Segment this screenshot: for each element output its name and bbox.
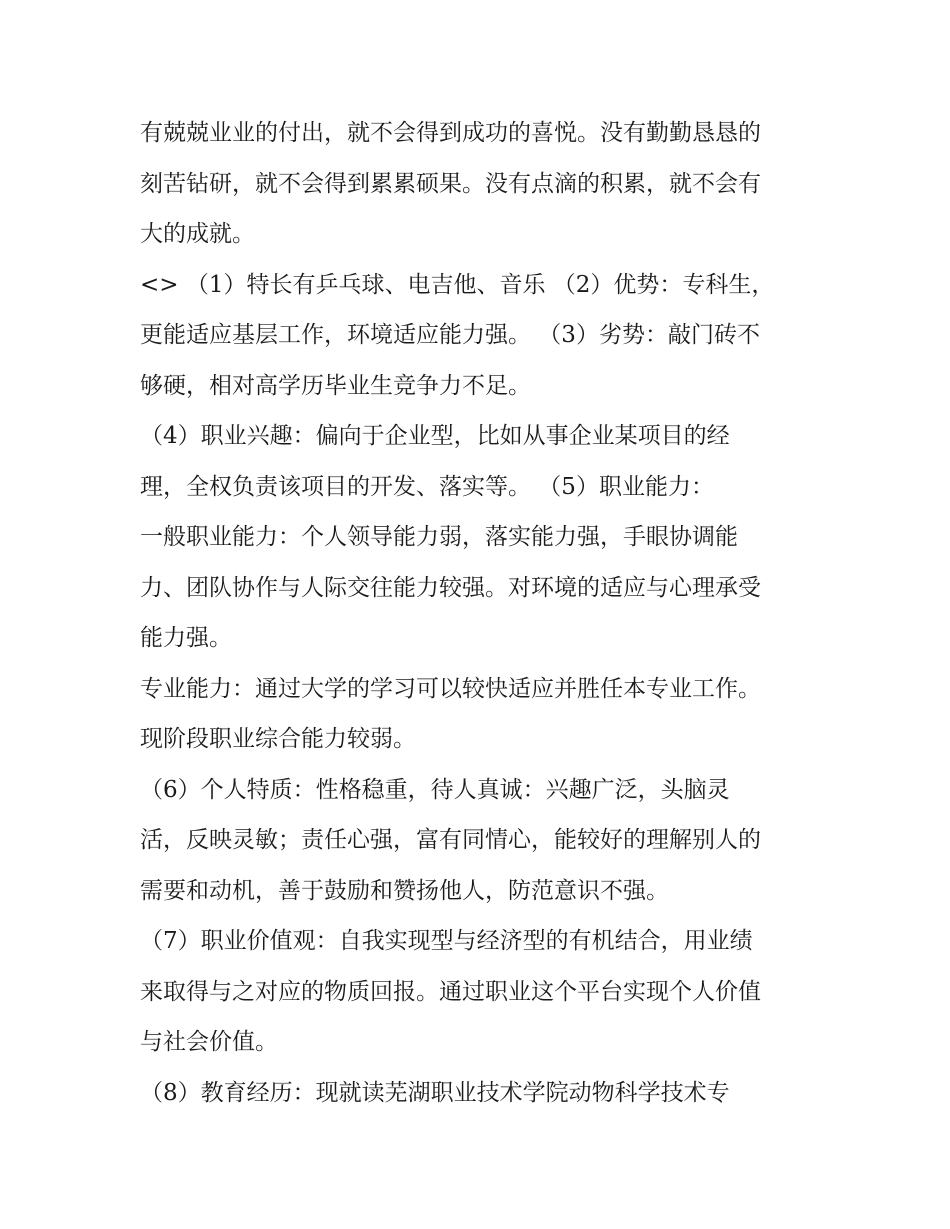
text-line: （8）教育经历：现就读芜湖职业技术学院动物科学技术专: [140, 1079, 730, 1106]
text-line: 需要和动机，善于鼓励和赞扬他人，防范意识不强。: [140, 877, 669, 904]
text-line: 力、团队协作与人际交往能力较强。对环境的适应与心理承受: [140, 574, 761, 601]
text-line: （7）职业价值观：自我实现型与经济型的有机结合，用业绩: [140, 928, 753, 954]
text-line: 活，反映灵敏；责任心强，富有同情心，能较好的理解别人的: [140, 827, 761, 853]
text-line: 够硬，相对高学历毕业生竞争力不足。: [140, 372, 531, 399]
text-line: 理，全权负责该项目的开发、落实等。 （5）职业能力：: [140, 473, 714, 500]
text-line: 现阶段职业综合能力较弱。: [140, 726, 416, 752]
text-line: 与社会价值。: [140, 1029, 278, 1055]
text-line: 刻苦钻研，就不会得到累累硕果。没有点滴的积累，就不会有: [140, 170, 761, 197]
text-line: <> （1）特长有乒乓球、电吉他、音乐 （2）优势：专科生，: [140, 271, 775, 298]
text-line: 能力强。: [140, 625, 232, 651]
body-text: [140, 108, 820, 1118]
text-line: 更能适应基层工作，环境适应能力强。 （3）劣势：敲门砖不: [140, 322, 760, 348]
text-line: （6）个人特质：性格稳重，待人真诚：兴趣广泛，头脑灵: [140, 776, 730, 803]
text-line: 有兢兢业业的付出，就不会得到成功的喜悦。没有勤勤恳恳的: [140, 120, 761, 146]
text-line: 专业能力：通过大学的学习可以较快适应并胜任本专业工作。: [140, 675, 761, 702]
text-line: 来取得与之对应的物质回报。通过职业这个平台实现个人价值: [140, 978, 761, 1005]
text-line: 一般职业能力：个人领导能力弱，落实能力强，手眼协调能: [140, 524, 738, 550]
text-line: （4）职业兴趣：偏向于企业型，比如从事企业某项目的经: [140, 423, 730, 449]
text-line: 大的成就。: [140, 221, 255, 247]
